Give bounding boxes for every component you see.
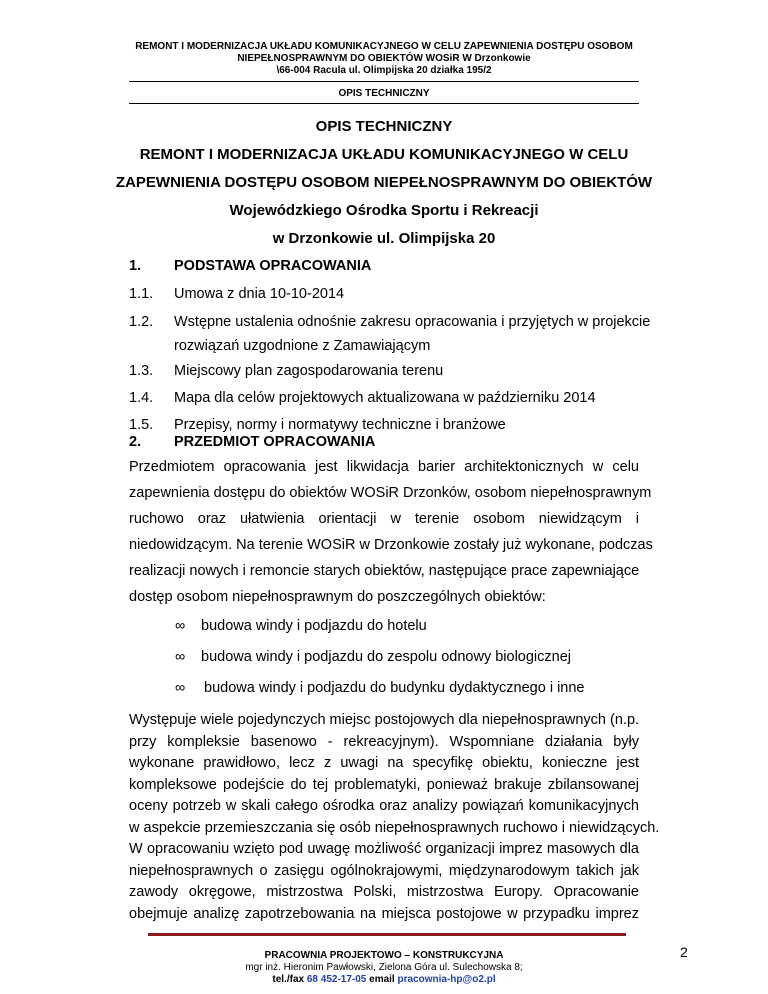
bullet-item-1: budowa windy i podjazdu do hotelu: [201, 618, 427, 634]
footer-rule: [148, 933, 626, 936]
item-1-2-number: 1.2.: [129, 314, 154, 330]
para1-line-5: realizacji nowych i remoncie starych obiektów, następujące prace zapewniające: [129, 563, 640, 579]
para2-line-6: w aspekcie przemieszczania się osób niepełnosprawnych ruchowo i niewidzących.: [129, 819, 660, 836]
header-divider-bottom: [129, 103, 639, 104]
para2-line-10: obejmuje analizę zapotrzebowania na miejsca postojowe w przypadku imprez: [129, 905, 639, 922]
header-section: OPIS TECHNICZNY: [338, 88, 430, 99]
item-1-4-text: Mapa dla celów projektowych aktualizowana w październiku 2014: [174, 390, 596, 406]
para1-line-2: zapewnienia dostępu do obiektów WOSiR Drzonków, osobom niepełnosprawnym: [129, 485, 652, 501]
item-1-4-number: 1.4.: [129, 390, 154, 406]
doc-title-line-3: ZAPEWNIENIA DOSTĘPU OSOBOM NIEPEŁNOSPRAWNYM DO OBIEKTÓW: [115, 174, 653, 191]
para1-line-3: ruchowo oraz ułatwienia orientacji w terenie osobom niewidzącym i: [129, 511, 639, 527]
header-line-2: NIEPEŁNOSPRAWNYM DO OBIEKTÓW WOSiR W Drzonkowie: [237, 53, 531, 64]
footer-tel[interactable]: 68 452-17-05: [306, 974, 367, 985]
para1-line-1: Przedmiotem opracowania jest likwidacja barier architektonicznych w celu: [129, 459, 639, 475]
para1-line-6: dostęp osobom niepełnosprawnym do poszczególnych obiektów:: [129, 589, 546, 605]
para2-line-1: Występuje wiele pojedynczych miejsc postojowych dla niepełnosprawnych (n.p.: [129, 712, 640, 728]
para2-line-9: zawody okręgowe, mistrzostwa Polski, mistrzostwa Europy. Opracowanie: [129, 884, 639, 900]
bullet-icon: ∞: [175, 680, 186, 696]
section-2-heading: PRZEDMIOT OPRACOWANIA: [174, 434, 376, 450]
footer-contact: [0, 974, 768, 985]
item-1-5-number: 1.5.: [129, 417, 154, 433]
para2-line-5: oceny potrzeb w skali całego ośrodka oraz analizy powiązań komunikacyjnych: [129, 798, 639, 814]
footer-address: mgr inż. Hieronim Pawłowski, Zielona Góra ul. Sulechowska 8;: [245, 962, 523, 973]
para2-line-2: przy kompleksie basenowo - rekreacyjnym). Wspomniane działania były: [129, 733, 639, 750]
doc-title-line-2: REMONT I MODERNIZACJA UKŁADU KOMUNIKACYJNEGO W CELU: [139, 146, 629, 163]
para2-line-8: niepełnosprawnych o zasięgu ogólnokrajowymi, międzynarodowym takich jak: [129, 862, 639, 879]
footer-company: PRACOWNIA PROJEKTOWO – KONSTRUKCYJNA: [264, 950, 504, 961]
item-1-3-text: Miejscowy plan zagospodarowania terenu: [174, 363, 444, 379]
footer-email-label: email: [366, 974, 398, 985]
item-1-1-text: Umowa z dnia 10-10-2014: [174, 286, 345, 302]
page-number: 2: [680, 944, 688, 960]
doc-title-line-4: Wojewódzkiego Ośrodka Sportu i Rekreacji: [229, 202, 539, 219]
header-divider: [129, 81, 639, 82]
para1-line-4: niedowidzącym. Na terenie WOSiR w Drzonkowie zostały już wykonane, podczas: [129, 537, 653, 553]
header-line-1: REMONT I MODERNIZACJA UKŁADU KOMUNIKACYJNEGO W CELU ZAPEWNIENIA DOSTĘPU OSOBOM: [135, 41, 633, 52]
bullet-icon: ∞: [175, 649, 186, 665]
item-1-5-text: Przepisy, normy i normatywy techniczne i branżowe: [174, 417, 506, 433]
item-1-1-number: 1.1.: [129, 286, 154, 302]
item-1-2-cont: rozwiązań uzgodnione z Zamawiającym: [174, 338, 431, 354]
item-1-3-number: 1.3.: [129, 363, 154, 379]
item-1-2-text: Wstępne ustalenia odnośnie zakresu opracowania i przyjętych w projekcie: [174, 314, 651, 330]
header-line-3: \66-004 Racula ul. Olimpijska 20 działka 195/2: [276, 65, 492, 76]
footer-tel-label: tel./fax: [272, 974, 307, 985]
bullet-icon: ∞: [175, 618, 186, 634]
section-2-number: 2.: [129, 434, 142, 450]
bullet-item-3: budowa windy i podjazdu do budynku dydaktycznego i inne: [204, 680, 585, 696]
footer-email-link[interactable]: pracownia-hp@o2.pl: [397, 974, 496, 985]
para2-line-7: W opracowaniu wzięto pod uwagę możliwość organizacji imprez masowych dla: [129, 841, 639, 857]
doc-title: OPIS TECHNICZNY: [315, 118, 453, 135]
section-1-number: 1.: [129, 258, 142, 274]
bullet-item-2: budowa windy i podjazdu do zespolu odnowy biologicznej: [201, 649, 571, 665]
section-1-heading: PODSTAWA OPRACOWANIA: [174, 258, 372, 274]
para2-line-3: wykonane prawidłowo, lecz z uwagi na specyfikę obiektu, konieczne jest: [129, 755, 639, 771]
para2-line-4: kompleksowe podejście do tej problematyki, ponieważ brakuje zbilansowanej: [129, 776, 639, 793]
doc-title-line-5: w Drzonkowie ul. Olimpijska 20: [272, 230, 496, 247]
